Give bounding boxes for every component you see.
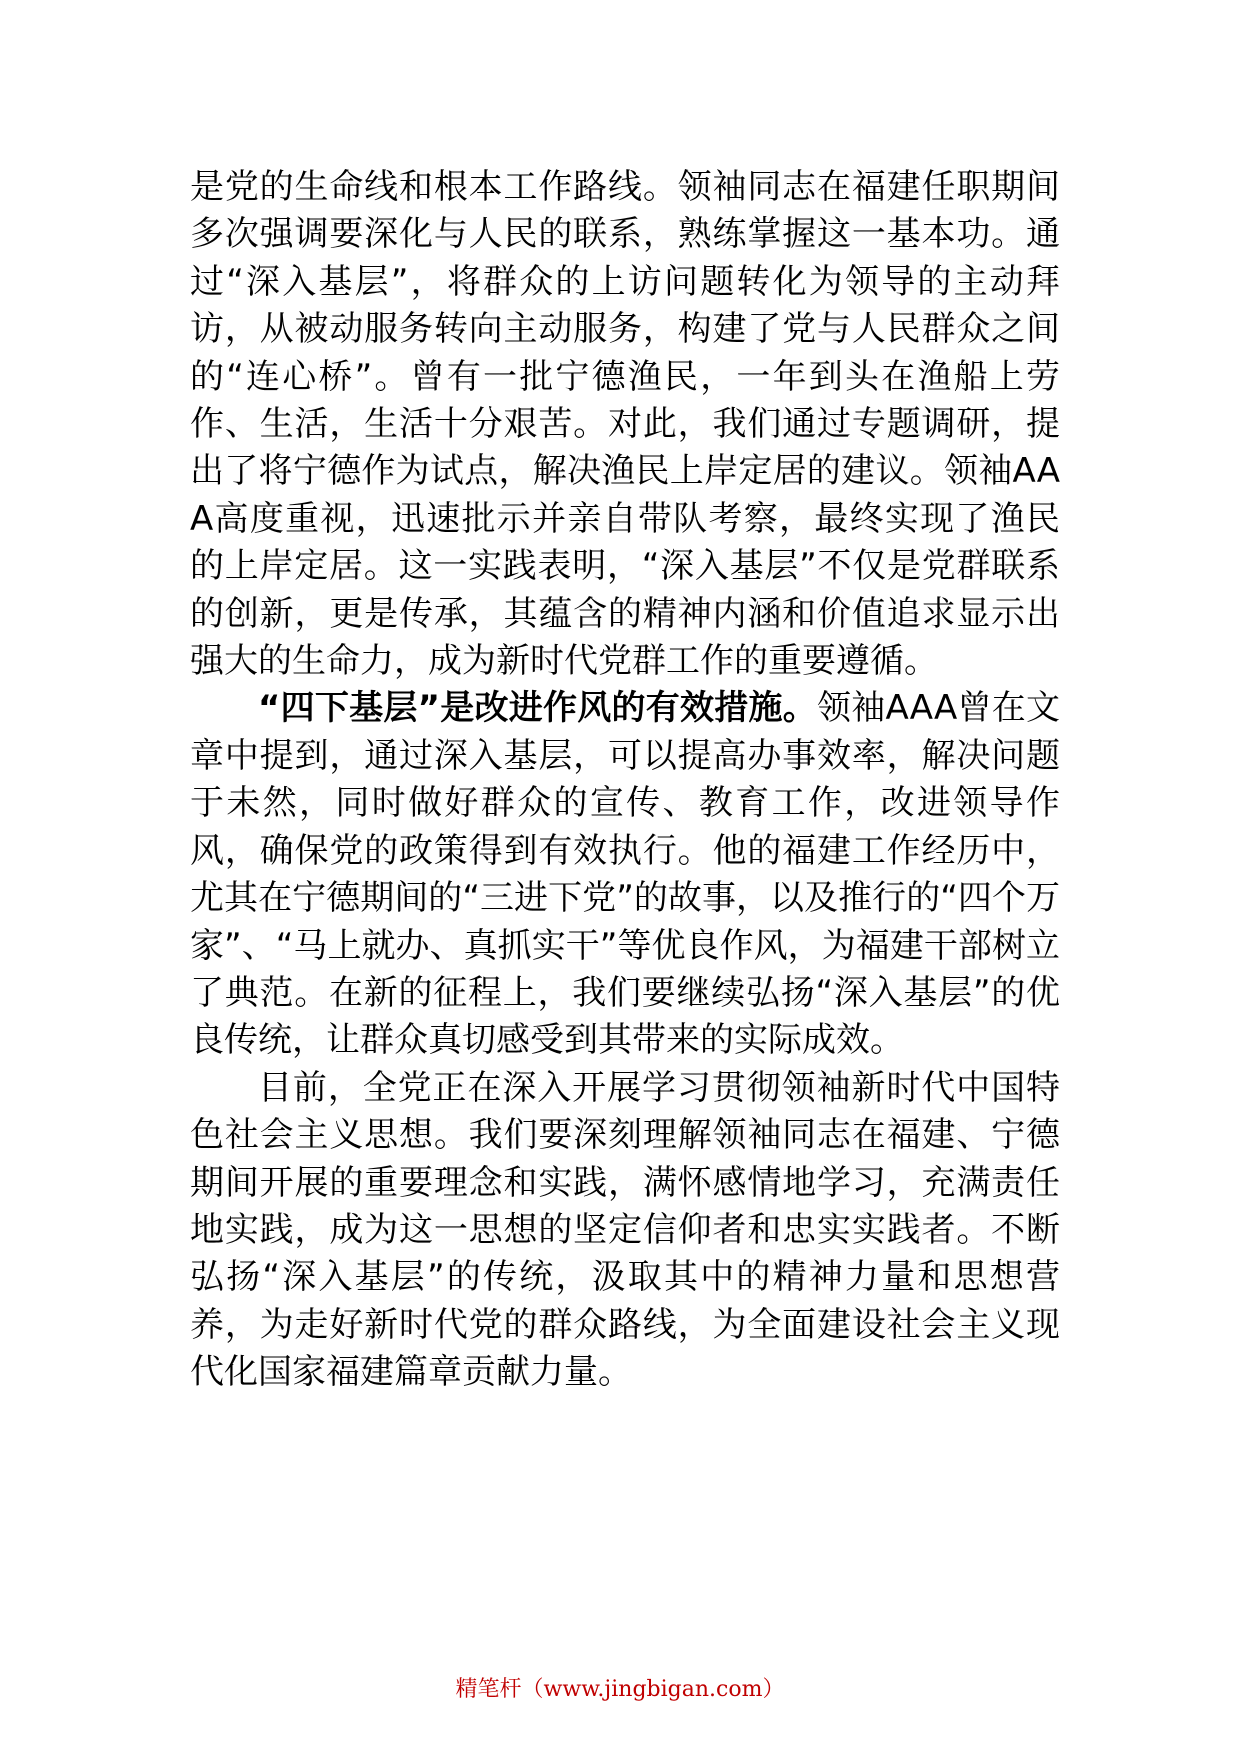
paragraph-1 — [190, 164, 1060, 685]
paragraph-3-text: 目前，全党正在深入开展学习贯彻领袖新时代中国特色社会主义思想。我们要深刻理解领袖同志在福建、宁德期间开展的重要理念和实践，满怀感情地学习，充满责任地实践，成为这一思想的坚定信仰者和忠实实践者。不断弘扬“深入基层”的传统，汲取其中的精神力量和思想营养，为走好新时代党的群众路线，为全面建设社会主义现代化国家福建篇章贡献力量。 — [190, 1067, 1060, 1393]
paragraph-3 — [190, 1065, 1060, 1397]
paragraph-2 — [190, 685, 1060, 1064]
paragraph-2-text: 领袖AAA曾在文章中提到，通过深入基层，可以提高办事效率，解决问题于未然，同时做好群众的宣传、教育工作，改进领导作风，确保党的政策得到有效执行。他的福建工作经历中，尤其在宁德期间的“三进下党”的故事，以及推行的“四个万家”、“马上就办、真抓实干”等优良作风，为福建干部树立了典范。在新的征程上，我们要继续弘扬“深入基层”的优良传统，让群众真切感受到其带来的实际成效。 — [190, 688, 1060, 1061]
paragraph-2-lead: “四下基层”是改进作风的有效措施。 — [258, 688, 818, 729]
footer-watermark: 精笔杆（www.jingbigan.com） — [455, 1677, 785, 1702]
document-body — [190, 164, 1060, 1397]
paragraph-1-text: 是党的生命线和根本工作路线。领袖同志在福建任职期间多次强调要深化与人民的联系，熟练掌握这一基本功。通过“深入基层”，将群众的上访问题转化为领导的主动拜访，从被动服务转向主动服务，构建了党与人民群众之间的“连心桥”。曾有一批宁德渔民，一年到头在渔船上劳作、生活，生活十分艰苦。对此，我们通过专题调研，提出了将宁德作为试点，解决渔民上岸定居的建议。领袖AAA高度重视，迅速批示并亲自带队考察，最终实现了渔民的上岸定居。这一实践表明，“深入基层”不仅是党群联系的创新，更是传承，其蕴含的精神内涵和价值追求显示出强大的生命力，成为新时代党群工作的重要遵循。 — [190, 167, 1060, 682]
